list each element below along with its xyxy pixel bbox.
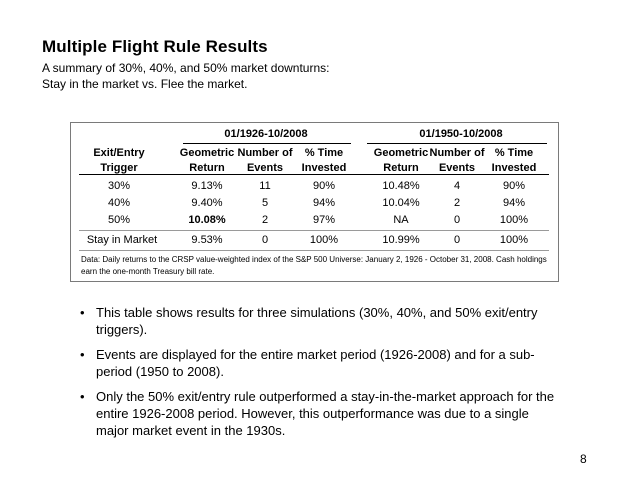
col-header-line1: % Time xyxy=(494,147,534,159)
bullet-text: Only the 50% exit/entry rule outperformed a stay-in-the-market approach for the entire 1926-2008 period. However, this outperformance was due to a single major market event in the 1930s. xyxy=(96,389,555,438)
bullet-text: Events are displayed for the entire market period (1926-2008) and for a sub-period (1950 to 2008). xyxy=(96,347,535,379)
col-header-line1: Number of xyxy=(237,147,293,159)
table-cell: NA xyxy=(393,214,409,226)
col-header-line2: Events xyxy=(246,162,284,174)
col-header-line1: % Time xyxy=(304,147,344,159)
page-number: 8 xyxy=(580,452,587,466)
table-cell: Stay in Market xyxy=(86,234,158,246)
baseline-rule xyxy=(79,230,549,231)
table-cell: 9.40% xyxy=(191,197,223,209)
col-header-line1: Geometric xyxy=(179,147,235,159)
bullet-list xyxy=(80,304,560,447)
table-cell: 10.48% xyxy=(382,180,420,192)
table-cell: 5 xyxy=(261,197,269,209)
slide-subtitle xyxy=(42,60,329,92)
table-cell: 30% xyxy=(107,180,131,192)
table-cell: 100% xyxy=(499,234,529,246)
table-cell-highlight: 10.08% xyxy=(188,214,226,226)
period-rule-1926 xyxy=(183,143,351,144)
bullet-glyph: • xyxy=(80,389,85,404)
col-header-line2: Events xyxy=(438,162,476,174)
table-cell: 10.04% xyxy=(382,197,420,209)
table-cell: 0 xyxy=(261,234,269,246)
bullet-item xyxy=(80,388,560,439)
col-header-trigger xyxy=(79,146,159,176)
bullet-glyph: • xyxy=(80,347,85,362)
bullet-text: This table shows results for three simulations (30%, 40%, and 50% exit/entry triggers). xyxy=(96,305,538,337)
table-cell: 97% xyxy=(312,214,336,226)
subtitle-line-1: A summary of 30%, 40%, and 50% market downturns: xyxy=(42,61,330,75)
table-cell: 9.53% xyxy=(191,234,223,246)
col-header-line1: Number of xyxy=(429,147,485,159)
table-cell: 90% xyxy=(312,180,336,192)
period-header-1950: 01/1950-10/2008 xyxy=(419,128,503,140)
results-table xyxy=(70,122,559,282)
table-cell: 10.99% xyxy=(382,234,420,246)
header-rule xyxy=(79,174,549,175)
col-header-line2: Return xyxy=(383,162,419,174)
period-rule-1950 xyxy=(367,143,547,144)
table-cell: 2 xyxy=(261,214,269,226)
col-header-line1: Geometric xyxy=(373,147,429,159)
col-header-time-1950 xyxy=(481,146,547,176)
table-cell: 4 xyxy=(453,180,461,192)
table-cell: 40% xyxy=(107,197,131,209)
bullet-item xyxy=(80,304,560,338)
note-rule xyxy=(79,250,549,251)
table-cell: 0 xyxy=(453,214,461,226)
bullet-glyph: • xyxy=(80,305,85,320)
col-header-line2: Return xyxy=(189,162,225,174)
table-cell: 2 xyxy=(453,197,461,209)
table-cell: 100% xyxy=(499,214,529,226)
table-note: Data: Daily returns to the CRSP value-weighted index of the S&P 500 Universe: January 2, 1926 - October 31, 2008. Cash holdings earn the one-month Treasury bill rate. xyxy=(81,255,547,276)
table-cell: 50% xyxy=(107,214,131,226)
subtitle-line-2: Stay in the market vs. Flee the market. xyxy=(42,77,248,91)
col-header-line2: Invested xyxy=(301,162,347,174)
col-header-events-1926 xyxy=(231,146,299,176)
col-header-trigger-line2: Trigger xyxy=(100,162,138,174)
table-cell: 94% xyxy=(312,197,336,209)
table-cell: 100% xyxy=(309,234,339,246)
table-cell: 11 xyxy=(259,180,271,192)
table-cell: 9.13% xyxy=(191,180,223,192)
table-cell: 90% xyxy=(502,180,526,192)
col-header-trigger-line1: Exit/Entry xyxy=(93,147,145,159)
period-header-1926: 01/1926-10/2008 xyxy=(224,128,308,140)
col-header-line2: Invested xyxy=(491,162,537,174)
slide-title: Multiple Flight Rule Results xyxy=(42,37,268,56)
table-cell: 0 xyxy=(453,234,461,246)
table-cell: 94% xyxy=(502,197,526,209)
bullet-item xyxy=(80,346,560,380)
col-header-time-1926 xyxy=(291,146,357,176)
